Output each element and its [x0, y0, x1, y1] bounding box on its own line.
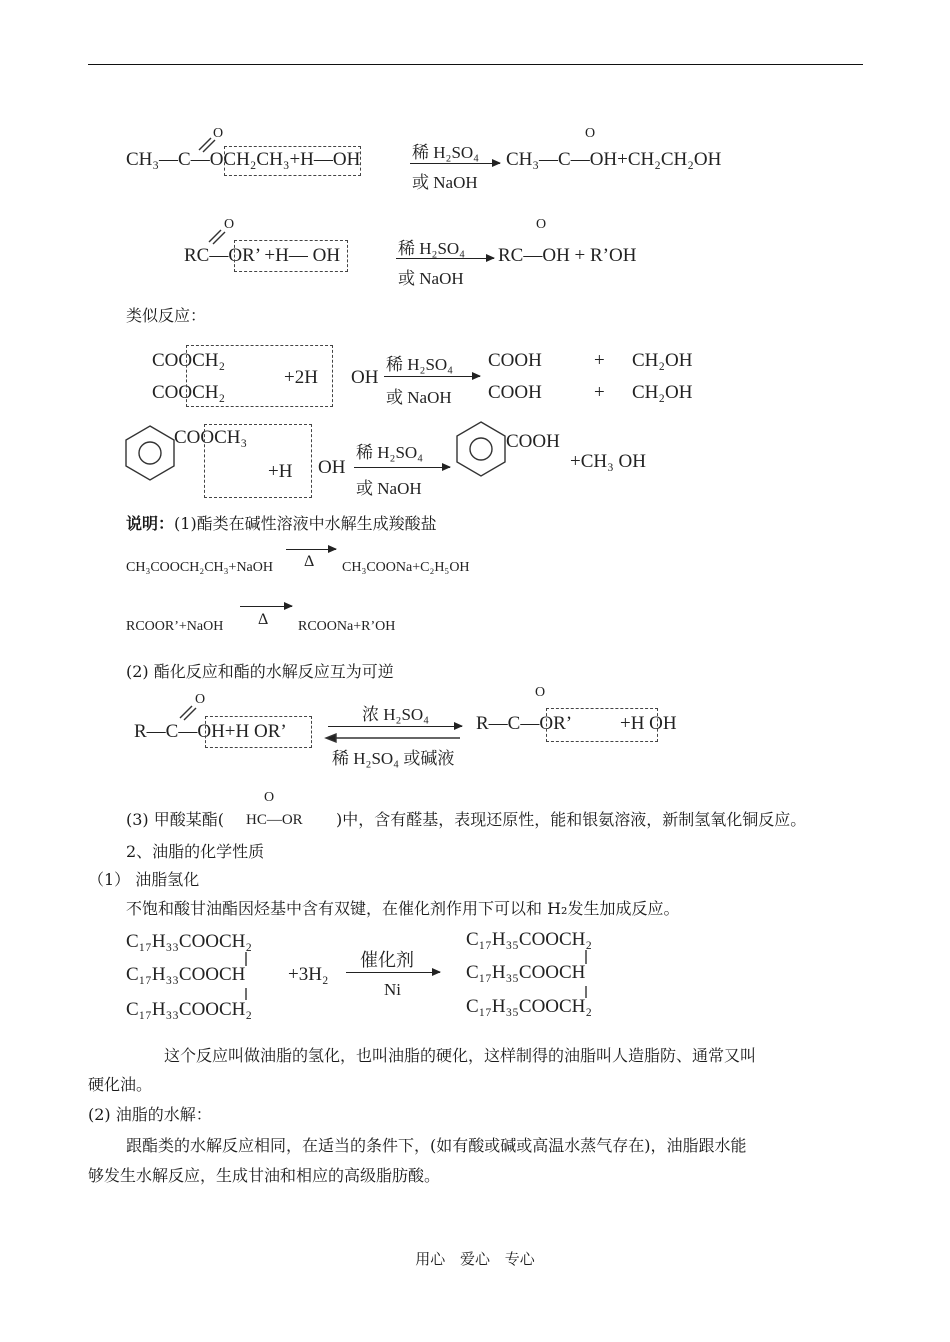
item-2: (2) 酯化反应和酯的水解反应互为可逆	[126, 662, 394, 681]
eq3-product-1: COOH	[488, 350, 542, 371]
eq3-reactant-1: COOCH₂	[152, 350, 226, 371]
note-line-1	[126, 514, 437, 534]
paragraph-1: 不饱和酸甘油酯因烃基中含有双键，在催化剂作用下可以和 H₂发生加成反应。	[126, 899, 680, 918]
paragraph-3-line-1: 跟酯类的水解反应相同，在适当的条件下，(如有酸或碱或高温水蒸气存在)，油脂跟水能	[126, 1136, 747, 1155]
eq4-product-2: +CH₃ OH	[570, 451, 646, 472]
eq6-right: RCOONa+R’OH	[298, 619, 396, 634]
similar-reactions-label: 类似反应：	[126, 306, 207, 325]
eq7-dashed-box	[205, 716, 312, 748]
paragraph-2-line-2: 硬化油。	[88, 1075, 153, 1094]
note-label: 说明：	[126, 514, 175, 533]
eq1-dashed-box	[224, 146, 361, 176]
eq6-left: RCOOR’+NaOH	[126, 619, 224, 634]
eq1-cond-bottom: 或 NaOH	[412, 173, 478, 192]
eq2-product: RC—OH + R’OH	[498, 245, 637, 266]
eq6-heat: Δ	[258, 611, 269, 628]
eq2-double-bond	[207, 226, 227, 246]
eq4-oh: OH	[318, 457, 346, 478]
eq4-product-benzene-ring-icon	[455, 420, 507, 478]
note-item-1: (1)酯类在碱性溶液中水解生成羧酸盐	[174, 514, 437, 533]
item-3-o: O	[264, 790, 275, 805]
eq7-cond-top: 浓 H₂SO₄	[362, 705, 430, 724]
eq2-product-o: O	[536, 217, 547, 232]
eq7-left: R—C—OH+H OR’	[134, 721, 287, 742]
eq4-reagent: +H	[268, 461, 293, 482]
eq6-arrow	[240, 606, 292, 607]
eq8-product-1: C₁₇H₃₅COOCH₂	[466, 929, 593, 950]
subsection-1-heading: （1） 油脂氢化	[88, 870, 200, 889]
item-3-formula: HC—OR	[246, 812, 303, 828]
eq1-reactant: CH₃—C—OCH₂CH₃+H—OH	[126, 149, 361, 170]
page-footer: 用心 爱心 专心	[415, 1250, 535, 1268]
eq4-benzene-ring-icon	[124, 424, 176, 482]
eq4-dashed-box	[204, 424, 312, 498]
eq3-product-2: COOH	[488, 382, 542, 403]
eq2-cond-top: 稀 H₂SO₄	[398, 239, 466, 258]
subsection-2-heading: (2) 油脂的水解：	[88, 1105, 212, 1124]
eq3-product-3: CH₂OH	[632, 350, 693, 371]
eq4-cond-top: 稀 H₂SO₄	[356, 443, 424, 462]
eq1-product-o: O	[585, 126, 596, 141]
eq4-cond-bottom: 或 NaOH	[356, 479, 422, 498]
eq3-plus-1: +	[594, 350, 605, 371]
eq3-reactant-2: COOCH₂	[152, 382, 226, 403]
eq3-cond-top: 稀 H₂SO₄	[386, 355, 454, 374]
eq8-reactant-1: C₁₇H₃₃COOCH₂	[126, 931, 253, 952]
eq2-dashed-box	[234, 240, 348, 272]
eq3-plus-2: +	[594, 382, 605, 403]
eq8-reactant-bonds	[243, 950, 249, 1020]
eq3-arrow	[384, 376, 480, 377]
eq7-forward-arrow	[328, 726, 462, 727]
eq1-double-bond	[197, 134, 217, 154]
eq5-heat: Δ	[304, 553, 315, 570]
eq3-oh: OH	[351, 367, 379, 388]
eq4-arrow	[354, 467, 450, 468]
eq2-arrow	[396, 258, 494, 259]
eq8-product-bonds	[583, 948, 589, 1018]
eq3-product-4: CH₂OH	[632, 382, 693, 403]
eq7-right-b: +H OH	[620, 713, 677, 734]
eq7-cond-bottom: 稀 H₂SO₄ 或碱液	[332, 749, 455, 768]
header-rule	[88, 64, 863, 65]
eq8-reagent: +3H₂	[288, 964, 329, 985]
eq7-product-o: O	[535, 685, 546, 700]
paragraph-3-line-2: 够发生水解反应，生成甘油和相应的高级脂肪酸。	[88, 1166, 441, 1185]
eq7-double-bond	[178, 702, 198, 722]
eq8-reactant-2: C₁₇H₃₃COOCH	[126, 964, 246, 985]
eq8-product-2: C₁₇H₃₅COOCH	[466, 962, 586, 983]
eq3-cond-bottom: 或 NaOH	[386, 388, 452, 407]
eq1-product: CH₃—C—OH+CH₂CH₂OH	[506, 149, 722, 170]
paragraph-2-line-1: 这个反应叫做油脂的氢化，也叫油脂的硬化，这样制得的油脂叫人造脂防、通常又叫	[164, 1046, 757, 1065]
eq1-arrow	[410, 163, 500, 164]
eq2-carbonyl-o: O	[224, 217, 235, 232]
eq3-reagent: +2H	[284, 367, 318, 388]
eq5-arrow	[286, 549, 336, 550]
eq8-cond-top: 催化剂	[360, 950, 414, 970]
eq5-left: CH₃COOCH₂CH₃+NaOH	[126, 560, 273, 575]
eq1-carbonyl-o: O	[213, 126, 224, 141]
eq4-reactant: COOCH₃	[174, 427, 248, 448]
eq7-right-a: R—C—OR’	[476, 713, 573, 734]
eq4-product-1: COOH	[506, 431, 560, 452]
eq8-arrow	[346, 972, 440, 973]
section-2-heading: 2、油脂的化学性质	[126, 842, 265, 861]
eq7-carbonyl-o: O	[195, 692, 206, 707]
eq8-cond-bottom: Ni	[384, 980, 401, 999]
item-3-before: (3) 甲酸某酯(	[126, 810, 224, 829]
eq2-reactant: RC—OR’ +H— OH	[184, 245, 341, 266]
eq1-cond-top: 稀 H₂SO₄	[412, 143, 480, 162]
eq8-reactant-3: C₁₇H₃₃COOCH₂	[126, 999, 253, 1020]
eq5-right: CH₃COONa+C₂H₅OH	[342, 560, 470, 575]
eq2-cond-bottom: 或 NaOH	[398, 269, 464, 288]
eq8-product-3: C₁₇H₃₅COOCH₂	[466, 996, 593, 1017]
item-3-after: )中，含有醛基，表现还原性，能和银氨溶液，新制氢氧化铜反应。	[336, 810, 807, 829]
